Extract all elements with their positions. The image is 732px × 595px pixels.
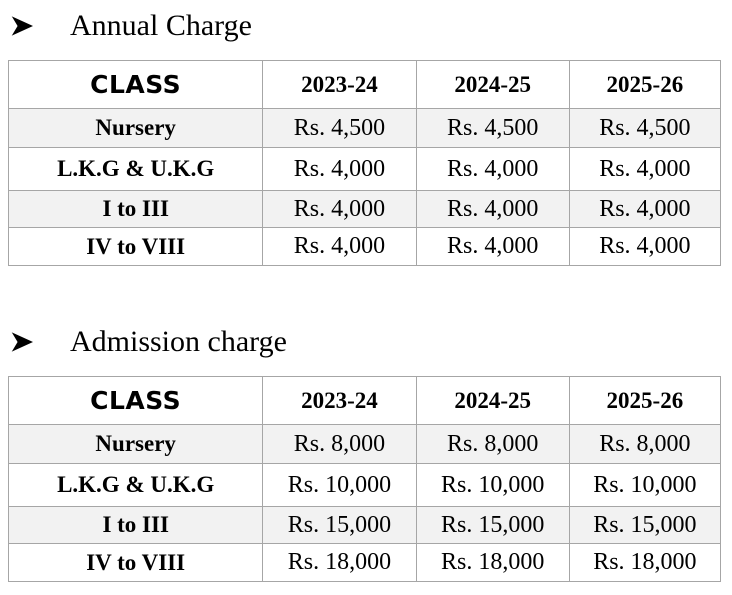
table-header-row bbox=[9, 61, 721, 109]
column-header-year: 2023-24 bbox=[263, 61, 416, 109]
fee-cell: Rs. 4,000 bbox=[263, 228, 416, 266]
table-row bbox=[9, 191, 721, 228]
fee-cell: Rs. 4,000 bbox=[263, 148, 416, 191]
table-row bbox=[9, 109, 721, 148]
fee-cell: Rs. 4,000 bbox=[569, 191, 720, 228]
column-header-year: 2024-25 bbox=[416, 61, 569, 109]
fee-cell: Rs. 4,500 bbox=[263, 109, 416, 148]
class-cell: I to III bbox=[9, 191, 263, 228]
fee-cell: Rs. 4,000 bbox=[416, 228, 569, 266]
column-header-year: 2025-26 bbox=[569, 61, 720, 109]
fee-cell: Rs. 4,500 bbox=[569, 109, 720, 148]
fee-cell: Rs. 4,000 bbox=[569, 228, 720, 266]
table-row bbox=[9, 544, 721, 582]
fee-cell: Rs. 10,000 bbox=[569, 464, 720, 507]
table-row bbox=[9, 425, 721, 464]
arrowhead-bullet-icon bbox=[8, 328, 36, 356]
fee-cell: Rs. 8,000 bbox=[569, 425, 720, 464]
fee-cell: Rs. 15,000 bbox=[263, 507, 416, 544]
section-title: Annual Charge bbox=[70, 9, 252, 42]
class-cell: I to III bbox=[9, 507, 263, 544]
class-cell: Nursery bbox=[9, 109, 263, 148]
fee-cell: Rs. 15,000 bbox=[416, 507, 569, 544]
column-header-year: 2024-25 bbox=[416, 377, 569, 425]
class-cell: L.K.G & U.K.G bbox=[9, 464, 263, 507]
fee-cell: Rs. 10,000 bbox=[416, 464, 569, 507]
fee-cell: Rs. 18,000 bbox=[263, 544, 416, 582]
fee-cell: Rs. 8,000 bbox=[416, 425, 569, 464]
annual-charge-table bbox=[8, 60, 721, 266]
table-row bbox=[9, 148, 721, 191]
class-cell: L.K.G & U.K.G bbox=[9, 148, 263, 191]
fee-cell: Rs. 18,000 bbox=[569, 544, 720, 582]
fee-cell: Rs. 4,000 bbox=[569, 148, 720, 191]
table-row bbox=[9, 464, 721, 507]
section-title: Admission charge bbox=[70, 325, 287, 358]
fee-cell: Rs. 15,000 bbox=[569, 507, 720, 544]
fee-cell: Rs. 4,500 bbox=[416, 109, 569, 148]
column-header-year: 2023-24 bbox=[263, 377, 416, 425]
fee-cell: Rs. 4,000 bbox=[416, 191, 569, 228]
column-header-class: CLASS bbox=[9, 61, 263, 109]
class-cell: IV to VIII bbox=[9, 228, 263, 266]
annual-charge-heading bbox=[0, 6, 732, 46]
class-cell: IV to VIII bbox=[9, 544, 263, 582]
fee-cell: Rs. 4,000 bbox=[416, 148, 569, 191]
class-cell: Nursery bbox=[9, 425, 263, 464]
column-header-class: CLASS bbox=[9, 377, 263, 425]
column-header-year: 2025-26 bbox=[569, 377, 720, 425]
fee-cell: Rs. 10,000 bbox=[263, 464, 416, 507]
fee-cell: Rs. 8,000 bbox=[263, 425, 416, 464]
admission-charge-heading bbox=[0, 322, 732, 362]
table-row bbox=[9, 228, 721, 266]
table-row bbox=[9, 507, 721, 544]
admission-charge-table bbox=[8, 376, 721, 582]
table-header-row bbox=[9, 377, 721, 425]
arrowhead-bullet-icon bbox=[8, 12, 36, 40]
fee-cell: Rs. 4,000 bbox=[263, 191, 416, 228]
fee-cell: Rs. 18,000 bbox=[416, 544, 569, 582]
